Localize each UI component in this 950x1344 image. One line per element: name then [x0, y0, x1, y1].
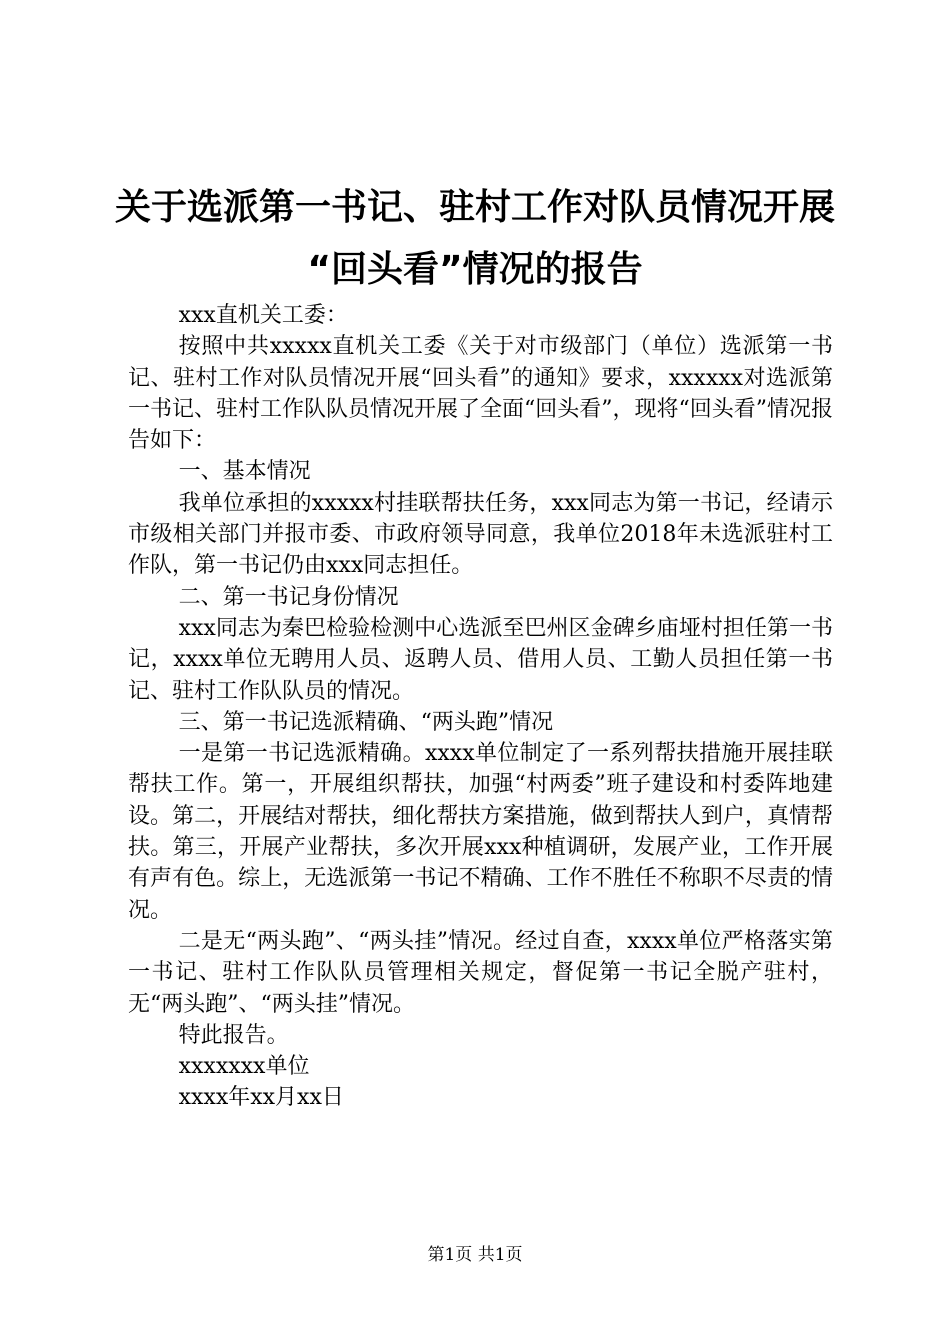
closing-line: 特此报告。 — [178, 1022, 289, 1048]
section-heading-2: 二、第一书记身份情况 — [178, 584, 399, 610]
signature-date: xxxx年xx月xx日 — [178, 1085, 344, 1111]
intro-paragraph: 按照中共xxxxx直机关工委《关于对市级部门（单位）选派第一书记、驻村工作对队员情况开展“回头看”的通知》要求，xxxxxx对选派第一书记、驻村工作队队员情况开展了全面“回头看”，现将“回头看”情况报告如下： — [128, 334, 833, 454]
section-2-paragraph: xxx同志为秦巴检验检测中心选派至巴州区金碑乡庙垭村担任第一书记，xxxx单位无聘用人员、返聘人员、借用人员、工勤人员担任第一书记、驻村工作队队员的情况。 — [128, 615, 833, 704]
section-heading-3: 三、第一书记选派精确、“两头跑”情况 — [178, 709, 554, 735]
section-1-paragraph: 我单位承担的xxxxx村挂联帮扶任务，xxx同志为第一书记，经请示市级相关部门并报市委、市政府领导同意，我单位2018年未选派驻村工作队，第一书记仍由xxx同志担任。 — [128, 490, 833, 579]
signature-unit: xxxxxxx单位 — [178, 1054, 310, 1080]
section-3-paragraph-2: 二是无“两头跑”、“两头挂”情况。经过自查，xxxx单位严格落实第一书记、驻村工作队队员管理相关规定，督促第一书记全脱产驻村，无“两头跑”、“两头挂”情况。 — [128, 928, 833, 1017]
page-number-footer: 第1页 共1页 — [427, 1245, 523, 1265]
document-title-line-2: “回头看”情况的报告 — [307, 249, 643, 290]
document-body — [128, 300, 833, 1114]
salutation: xxx直机关工委： — [178, 303, 348, 328]
section-3-paragraph-1: 一是第一书记选派精确。xxxx单位制定了一系列帮扶措施开展挂联帮扶工作。第一，开展组织帮扶，加强“村两委”班子建设和村委阵地建设。第二，开展结对帮扶，细化帮扶方案措施，做到帮扶人到户，真情帮扶。第三，开展产业帮扶，多次开展xxx种植调研，发展产业，工作开展有声有色。综上，无选派第一书记不精确、工作不胜任不称职不尽责的情况。 — [128, 741, 833, 923]
section-heading-1: 一、基本情况 — [178, 459, 311, 485]
document-title-line-1: 关于选派第一书记、驻村工作对队员情况开展 — [114, 187, 835, 228]
